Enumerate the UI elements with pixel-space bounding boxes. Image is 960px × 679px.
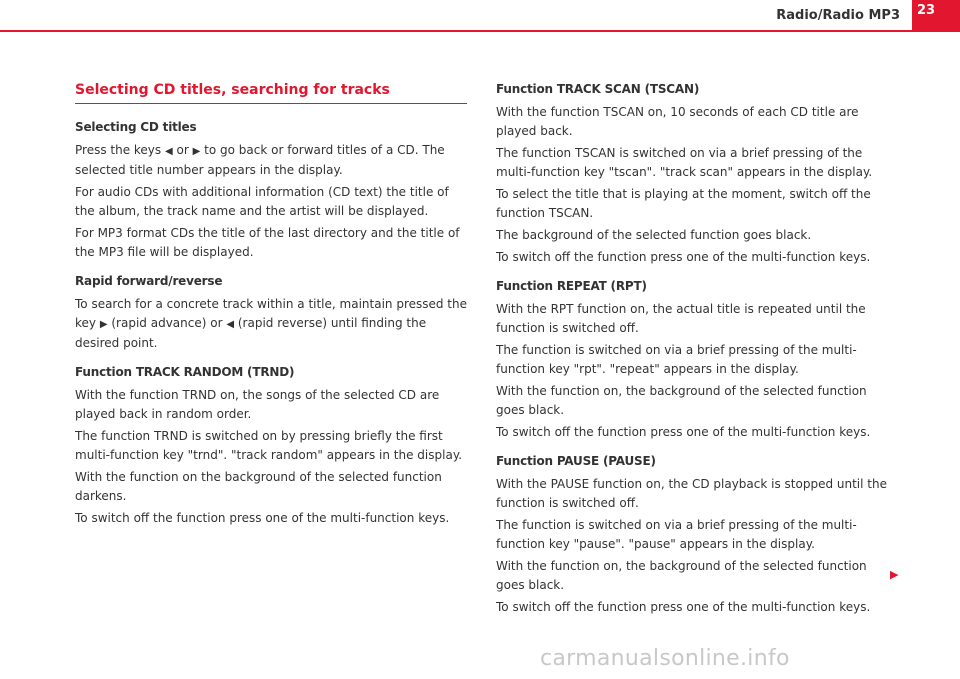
paragraph-pause-4: To switch off the function press one of the multi-function keys. — [496, 600, 871, 614]
paragraph-rapid — [75, 295, 467, 353]
left-column — [75, 80, 467, 531]
paragraph-tscan-3: To select the title that is playing at the moment, switch off the function TSCAN. — [496, 187, 871, 220]
right-column — [496, 80, 892, 620]
p1-text-a: Press the keys — [75, 143, 162, 157]
heading-track-scan: Function TRACK SCAN (TSCAN) — [496, 82, 700, 96]
header-rule — [0, 30, 960, 32]
heading-selecting-cd-titles: Selecting CD titles — [75, 120, 197, 134]
heading-track-random: Function TRACK RANDOM (TRND) — [75, 365, 295, 379]
right-triangle-icon: ▶ — [192, 146, 201, 157]
p1-text-b: to go back or forward titles of a CD. The selected title number appears in the display. — [75, 143, 445, 177]
p1-text-or: or — [176, 143, 189, 157]
section-title: Selecting CD titles, searching for tracks — [75, 80, 467, 104]
paragraph-tscan-1: With the function TSCAN on, 10 seconds of each CD title are played back. — [496, 105, 859, 138]
paragraph-cd-text: For audio CDs with additional information (CD text) the title of the album, the track name and the artist will be displayed. — [75, 185, 449, 218]
watermark: carmanualsonline.info — [540, 646, 790, 671]
paragraph-trnd-3: With the function on the background of the selected function darkens. — [75, 470, 442, 503]
paragraph-pause-2: The function is switched on via a brief pressing of the multi-function key "pause". "pause" appears in the display. — [496, 518, 857, 551]
paragraph-keys — [75, 141, 467, 180]
paragraph-tscan-5: To switch off the function press one of the multi-function keys. — [496, 250, 871, 264]
paragraph-rpt-3: With the function on, the background of the selected function goes black. — [496, 384, 867, 417]
p4-text-c: (rapid reverse) until finding the desired point. — [75, 316, 427, 350]
heading-pause: Function PAUSE (PAUSE) — [496, 454, 656, 468]
paragraph-trnd-2: The function TRND is switched on by pressing briefly the first multi-function key "trnd". "track random" appears in the display. — [75, 429, 463, 462]
paragraph-tscan-2: The function TSCAN is switched on via a brief pressing of the multi-function key "tscan". "track scan" appears in the display. — [496, 146, 873, 179]
continue-arrow-icon: ▶ — [890, 568, 899, 581]
paragraph-rpt-4: To switch off the function press one of the multi-function keys. — [496, 425, 871, 439]
heading-repeat: Function REPEAT (RPT) — [496, 279, 647, 293]
paragraph-trnd-1: With the function TRND on, the songs of the selected CD are played back in random order. — [75, 388, 440, 421]
paragraph-pause-3: With the function on, the background of the selected function goes black. — [496, 559, 867, 592]
heading-rapid-forward-reverse: Rapid forward/reverse — [75, 274, 223, 288]
paragraph-trnd-4: To switch off the function press one of the multi-function keys. — [75, 511, 450, 525]
page-number: 23 — [912, 0, 960, 31]
left-triangle-icon: ◀ — [226, 319, 235, 330]
right-triangle-icon: ▶ — [99, 319, 108, 330]
paragraph-tscan-4: The background of the selected function goes black. — [496, 228, 812, 242]
left-triangle-icon: ◀ — [165, 146, 173, 157]
paragraph-pause-1: With the PAUSE function on, the CD playback is stopped until the function is switched off. — [496, 477, 887, 510]
paragraph-mp3: For MP3 format CDs the title of the last directory and the title of the MP3 file will be displayed. — [75, 226, 460, 259]
header-title: Radio/Radio MP3 — [776, 8, 900, 23]
p4-text-a: To search for a concrete track within a title, maintain pressed the key — [75, 297, 468, 330]
p4-text-b: (rapid advance) or — [111, 316, 223, 330]
paragraph-rpt-2: The function is switched on via a brief pressing of the multi-function key "rpt". "repeat" appears in the display. — [496, 343, 857, 376]
paragraph-rpt-1: With the RPT function on, the actual title is repeated until the function is switched off. — [496, 302, 866, 335]
